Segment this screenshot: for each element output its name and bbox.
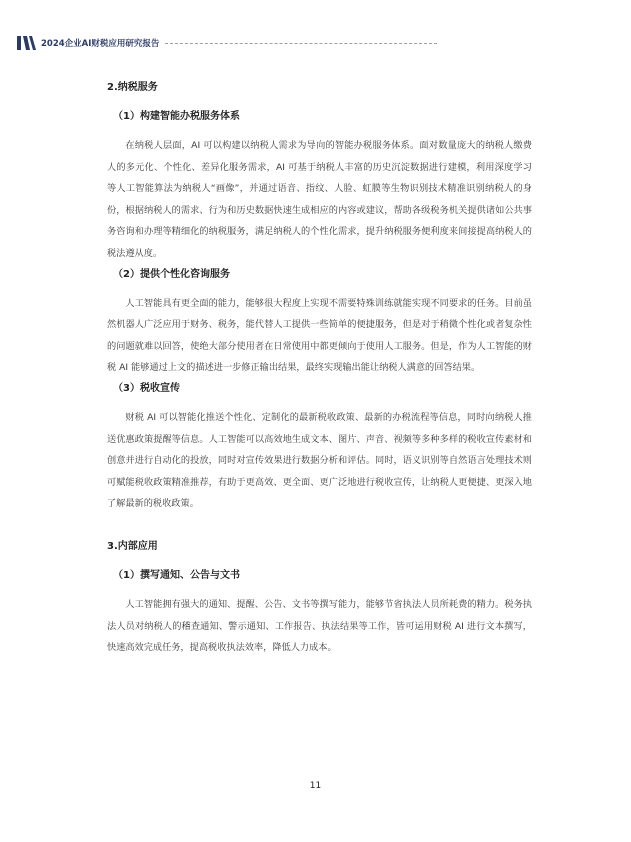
paragraph: 人工智能拥有强大的通知、提醒、公告、文书等撰写能力，能够节省执法人员所耗费的精力。税务执法人员对纳税人的稽查通知、警示通知、工作报告、执法结果等工作，皆可运用财税 AI 进行文本撰写，快速高效完成任务，提高税收执法效率，降低人力成本。 — [107, 598, 532, 654]
header-divider — [165, 43, 437, 44]
subsection-heading: （1）构建智能办税服务体系 — [113, 111, 240, 122]
section-heading-internal-application: 3.内部应用 — [107, 540, 158, 552]
subsection-heading: （1）撰写通知、公告与文书 — [113, 569, 240, 581]
page-number: 11 — [309, 781, 322, 791]
report-logo-icon — [17, 36, 37, 50]
report-title: 2024企业AI财税应用研究报告 — [41, 39, 160, 49]
section-heading-tax-service: 2.纳税服务 — [107, 82, 158, 93]
subsection-heading: （2）提供个性化咨询服务 — [113, 268, 230, 280]
paragraph: 人工智能具有更全面的能力，能够很大程度上实现不需要特殊训练就能实现不同要求的任务。目前虽然机器人广泛应用于财务、税务，能代替人工提供一些简单的便捷服务，但是对于稍微个性化或者复杂性的问题就难以回答，使绝大部分使用者在日常使用中都更倾向于使用人工服务。但是，作为人工智能的财税 AI 能够通过上文的描述进一步修正输出结果，最终实现输出能让纳税人满意的回答结果。 — [107, 297, 532, 374]
page-header — [17, 35, 437, 51]
page-body — [107, 78, 532, 659]
paragraph: 在纳税人层面，AI 可以构建以纳税人需求为导向的智能办税服务体系。面对数量庞大的纳税人缴费人的多元化、个性化、差异化服务需求，AI 可基于纳税人丰富的历史沉淀数据进行建模，利用深度学习等人工智能算法为纳税人“画像”，并通过语音、指纹、人脸、虹膜等生物识别技术精准识别纳税人的身份，根据纳税人的需求、行为和历史数据快速生成相应的内容或建议，帮助各级税务机关提供诸如公共事务咨询和办理等精细化的纳税服务，满足纳税人的个性化需求，提升纳税服务便利度来间接提高纳税人的税法遵从度。 — [107, 140, 532, 259]
subsection-heading: （3）税收宣传 — [113, 382, 180, 394]
paragraph: 财税 AI 可以智能化推送个性化、定制化的最新税收政策、最新的办税流程等信息，同时向纳税人推送优惠政策提醒等信息。人工智能可以高效地生成文本、图片、声音、视频等多种多样的税收宣传素材和创意并进行自动化的投放，同时对宣传效果进行数据分析和评估。同时，语义识别等自然语言处理技术则可赋能税收政策精准推荐，有助于更高效、更全面、更广泛地进行税收宣传，让纳税人更便捷、更深入地了解最新的税收政策。 — [107, 411, 532, 510]
